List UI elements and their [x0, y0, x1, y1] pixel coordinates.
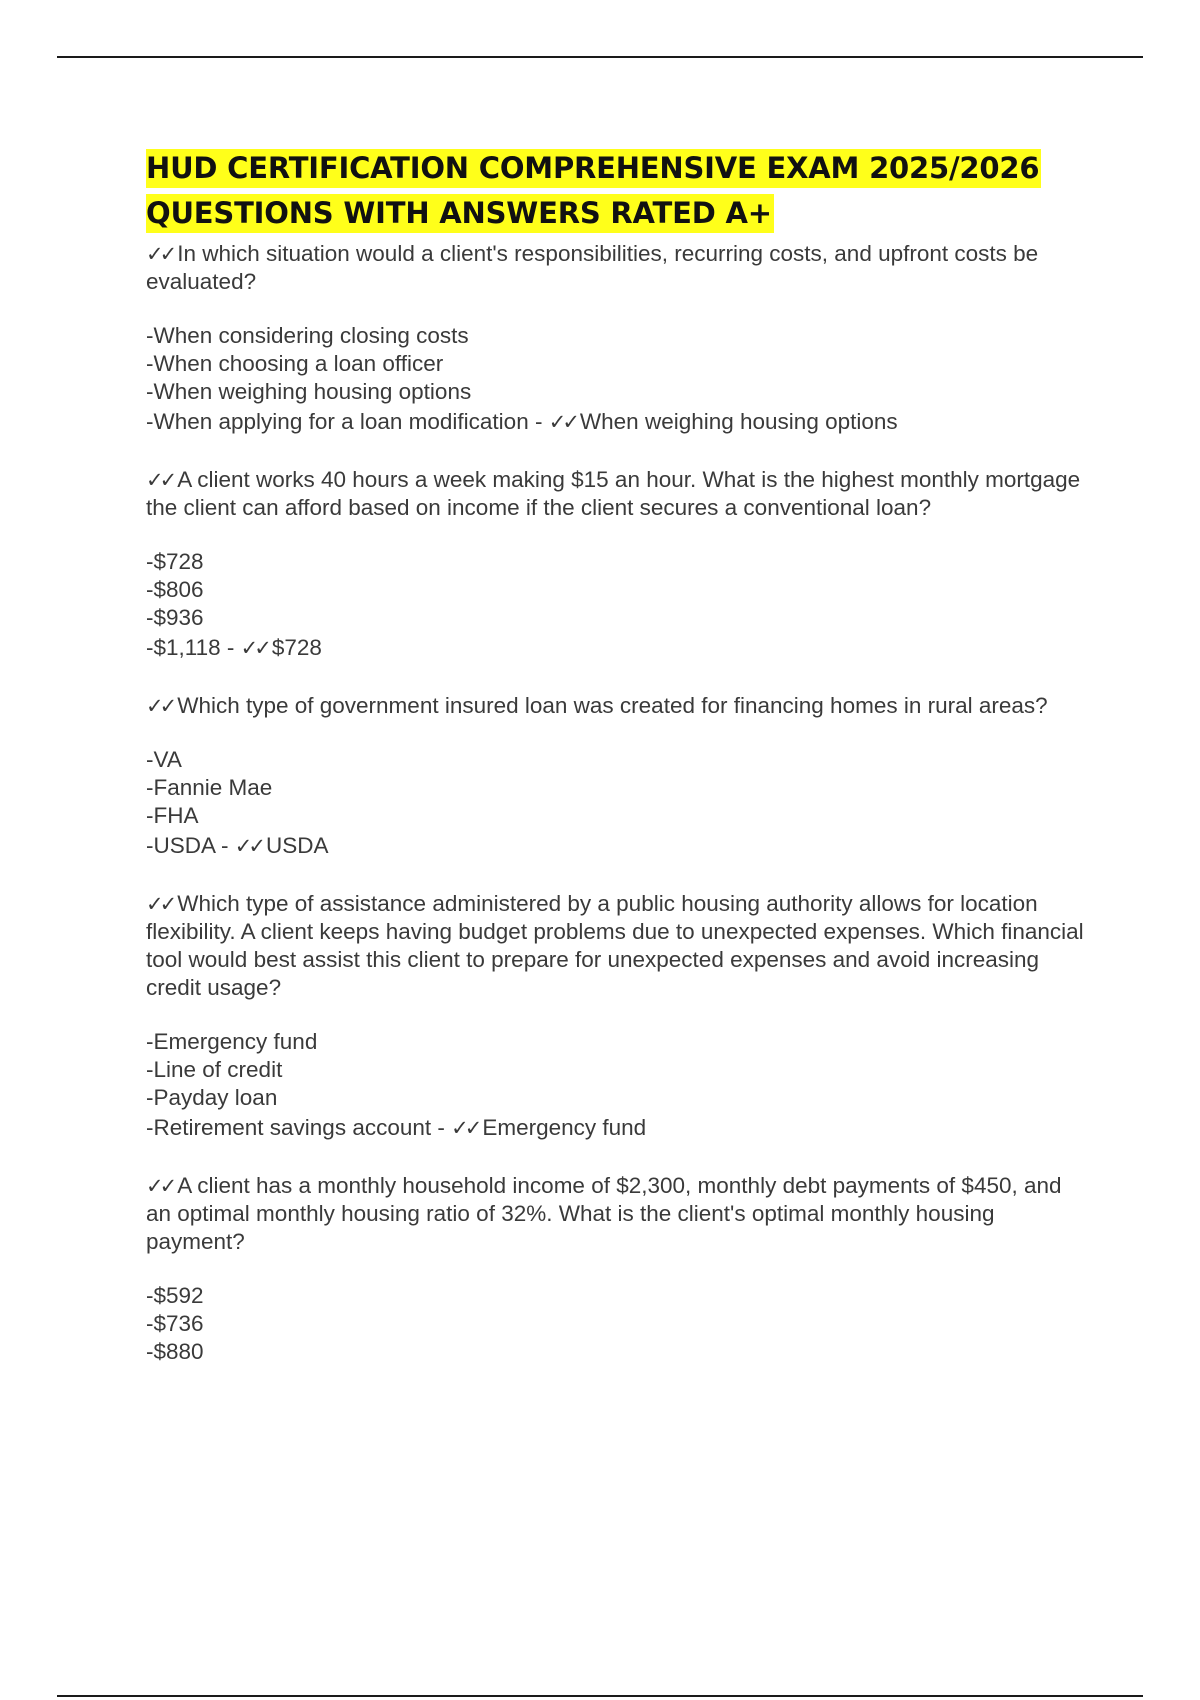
option-item-with-answer: -$1,118 - ✓✓ $728 — [146, 635, 322, 660]
option-item-with-answer: -USDA - ✓✓ USDA — [146, 833, 329, 858]
double-check-icon: ✓✓ — [240, 636, 268, 660]
option-item: -$592 — [146, 1283, 204, 1308]
correct-answer: $728 — [271, 635, 322, 660]
document-title — [146, 146, 1086, 236]
answer-options — [146, 548, 1086, 664]
double-check-icon: ✓✓ — [146, 468, 174, 492]
correct-answer: Emergency fund — [482, 1115, 647, 1140]
option-item: -When considering closing costs — [146, 323, 469, 348]
correct-answer: USDA — [265, 833, 329, 858]
answer-options — [146, 1028, 1086, 1144]
option-item: -Fannie Mae — [146, 775, 273, 800]
answer-options — [146, 1282, 1086, 1366]
question-text: ✓✓ A client works 40 hours a week making $15 an hour. What is the highest monthly mortgage the client can afford based on income if the client secures a conventional loan? — [146, 467, 1081, 520]
title-line-2: QUESTIONS WITH ANSWERS RATED A+ — [146, 194, 774, 233]
top-rule — [57, 56, 1143, 58]
double-check-icon: ✓✓ — [234, 834, 262, 858]
double-check-icon: ✓✓ — [146, 242, 174, 266]
question-block — [146, 890, 1086, 1144]
option-item: -$936 — [146, 605, 204, 630]
double-check-icon: ✓✓ — [451, 1116, 479, 1140]
option-item: -When choosing a loan officer — [146, 351, 444, 376]
question-block — [146, 1172, 1086, 1366]
option-item: -Emergency fund — [146, 1029, 318, 1054]
question-text: ✓✓ Which type of assistance administered by a public housing authority allows for location flexibility. A client keeps having budget problems due to unexpected expenses. Which financial tool would best assist this client to prepare for unexpected expenses and avoid increasing credit usage? — [146, 891, 1084, 1000]
question-text: ✓✓ Which type of government insured loan was created for financing homes in rural areas? — [146, 693, 1048, 718]
option-item: -VA — [146, 747, 182, 772]
option-item: -$736 — [146, 1311, 204, 1336]
correct-answer: When weighing housing options — [579, 409, 898, 434]
double-check-icon: ✓✓ — [146, 694, 174, 718]
option-item-with-answer: -When applying for a loan modification - ✓✓ When weighing housing options — [146, 409, 898, 434]
option-item: -$880 — [146, 1339, 204, 1364]
option-item-with-answer: -Retirement savings account - ✓✓ Emergency fund — [146, 1115, 647, 1140]
option-item: -$806 — [146, 577, 204, 602]
option-item: -$728 — [146, 549, 204, 574]
answer-options — [146, 322, 1086, 438]
title-line-1: HUD CERTIFICATION COMPREHENSIVE EXAM 2025/2026 — [146, 149, 1041, 188]
option-item: -When weighing housing options — [146, 379, 472, 404]
double-check-icon: ✓✓ — [548, 410, 576, 434]
question-text: ✓✓ In which situation would a client's responsibilities, recurring costs, and upfront costs be evaluated? — [146, 241, 1039, 294]
double-check-icon: ✓✓ — [146, 1174, 174, 1198]
double-check-icon: ✓✓ — [146, 892, 174, 916]
answer-options — [146, 746, 1086, 862]
option-item: -Payday loan — [146, 1085, 278, 1110]
question-block — [146, 692, 1086, 862]
question-text: ✓✓ A client has a monthly household income of $2,300, monthly debt payments of $450, and an optimal monthly housing ratio of 32%. What is the client's optimal monthly housing payment? — [146, 1173, 1062, 1254]
bottom-rule — [57, 1695, 1143, 1697]
option-item: -Line of credit — [146, 1057, 283, 1082]
question-block — [146, 466, 1086, 664]
document-body — [146, 146, 1086, 1394]
option-item: -FHA — [146, 803, 199, 828]
question-block — [146, 240, 1086, 438]
